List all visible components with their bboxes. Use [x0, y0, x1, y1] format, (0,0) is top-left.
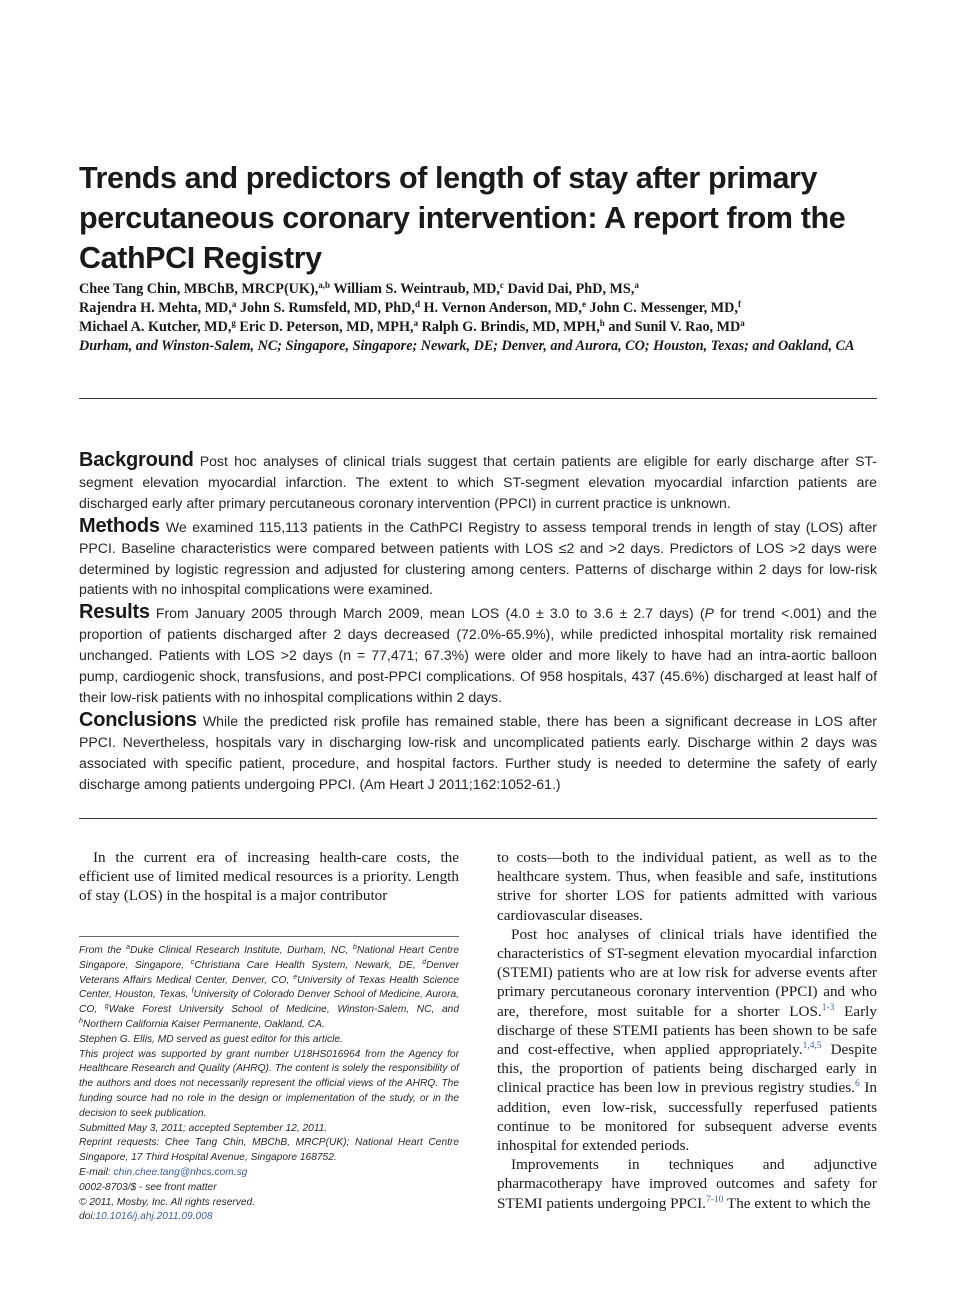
footnote-text: Northern California Kaiser Permanente, Oakland, CA.: [82, 1018, 325, 1030]
reference-link[interactable]: 1-3: [821, 1002, 835, 1013]
abstract: [79, 450, 877, 797]
body-paragraph: [497, 925, 877, 1155]
abstract-heading: Background: [79, 449, 194, 471]
author-name: Rajendra H. Mehta, MD,: [79, 300, 232, 316]
body-paragraph: to costs—both to the individual patient, as well as to the healthcare system. Thus, when feasible and safe, institutions strive for shorter LOS for patients admitted with various cardiovascular diseases.: [497, 849, 877, 924]
author-name: Michael A. Kutcher, MD,: [79, 319, 232, 335]
footnote-submitted: Submitted May 3, 2011; accepted September 12, 2011.: [79, 1122, 328, 1134]
footnote-text: Duke Clinical Research Institute, Durham, NC,: [130, 945, 354, 956]
author-affiliation: g: [231, 318, 236, 328]
footnote-doi: [79, 1210, 459, 1225]
affiliation-marker: a: [126, 944, 131, 951]
article-title: Trends and predictors of length of stay after primary percutaneous coronary intervention: A report from the CathPCI Registry: [79, 161, 846, 275]
email-label: E-mail:: [79, 1166, 114, 1178]
author-line-3: [79, 318, 879, 337]
author-affiliation: d: [414, 299, 420, 309]
author-affiliation: h: [599, 318, 605, 328]
body-text: Despite this, the proportion of patients being discharged early in clinical practice has been low in previous registry studies.: [497, 1041, 877, 1097]
doi-label: doi:: [79, 1211, 96, 1223]
author-name: John S. Rumsfeld, MD, PhD,: [239, 300, 415, 316]
footnote-guest-editor: Stephen G. Ellis, MD served as guest editor for this article.: [79, 1033, 343, 1045]
affiliation-marker: e: [293, 973, 298, 981]
affiliation-marker: d: [422, 958, 427, 966]
author-affiliation: a: [231, 299, 237, 309]
abstract-text: We examined 115,113 patients in the CathPCI Registry to assess temporal trends in length of stay (LOS) after PPCI. Baseline characteristics were compared between patients with LOS ≤2 and >2 days. Predictors of LOS >2 days were determined by logistic regression and adjusted for clustering among centers. Patterns of discharge within 2 days for low-risk patients with no inhospital complications were examined.: [79, 518, 877, 598]
footnote-text: University of Texas Health Science Center, Houston, Texas,: [79, 974, 459, 1001]
author-affiliation: c: [499, 280, 504, 290]
author-affiliation: a,b: [318, 280, 331, 290]
footnote-text: From the: [79, 945, 127, 956]
abstract-text: for trend <.001) and the proportion of patients discharged after 2 days decreased (72.0%-65.9%), while predicted inhospital mortality risk remained unchanged. Patients with LOS >2 days (n = 77,471; 67.3%) were older and more likely to have had an intra-aortic balloon pump, cardiogenic shock, transfusions, and post-PPCI complications. Of 958 hospitals, 437 (45.6%) discharged at least half of their low-risk patients with no inhospital complications within 2 days.: [79, 605, 877, 705]
author-line-2: [79, 299, 879, 318]
reference-link[interactable]: 6: [854, 1079, 860, 1090]
affiliation-marker: h: [79, 1017, 83, 1025]
email-link[interactable]: chin.chee.tang@nhcs.com.sg: [113, 1166, 248, 1178]
body-column-left: [79, 848, 459, 906]
affiliation-marker: g: [104, 1003, 109, 1011]
author-name: Chee Tang Chin, MBChB, MRCP(UK),: [79, 281, 319, 297]
abstract-text: From January 2005 through March 2009, mean LOS (4.0 ± 3.0 to 3.6 ± 2.7 days) (: [155, 605, 705, 622]
footnote-affiliations: [79, 944, 459, 1033]
footnote-email: [79, 1166, 459, 1181]
author-name: Ralph G. Brindis, MD, MPH,: [421, 319, 600, 335]
footnote-text: University of Colorado Denver School of Medicine, Aurora, CO,: [79, 989, 459, 1016]
author-affiliation: f: [737, 299, 741, 309]
footnotes: [79, 944, 459, 1225]
abstract-heading: Conclusions: [79, 708, 197, 731]
footnote-divider: [79, 936, 459, 937]
footnote-funding: This project was supported by grant number U18HS016964 from the Agency for Healthcare Research and Quality (AHRQ). The content is solely the responsibility of the authors and does not necessarily represent the official views of the AHRQ. The funding source had no role in the design or implementation of the study, or in the decision to seek publication.: [79, 1048, 459, 1119]
author-list: [79, 280, 879, 356]
abstract-results: [79, 602, 877, 708]
p-value-symbol: P: [704, 605, 714, 622]
affiliation-marker: f: [191, 988, 194, 996]
abstract-heading: Results: [79, 601, 150, 624]
author-affiliation: a: [413, 318, 419, 328]
body-column-right: [497, 848, 877, 1213]
doi-link[interactable]: 10.1016/j.ahj.2011.09.008: [95, 1211, 213, 1223]
body-text: In addition, even low-risk, successfully reperfused patients continue to be monitored for subsequent adverse events inhospital for extended periods.: [497, 1079, 877, 1155]
abstract-divider: [79, 818, 877, 819]
author-line-1: [79, 280, 879, 299]
footnote-text: Wake Forest University School of Medicine, Winston-Salem, NC, and: [108, 1004, 459, 1016]
author-name: Eric D. Peterson, MD, MPH,: [239, 319, 414, 335]
body-text: Improvements in techniques and adjunctive pharmacotherapy have improved outcomes and safety for STEMI patients undergoing PPCI.: [497, 1156, 877, 1212]
abstract-background: [79, 450, 877, 514]
footnote-text: National Heart Centre Singapore, Singapore,: [79, 945, 459, 971]
footnote-text: Denver Veterans Affairs Medical Center, Denver, CO,: [79, 959, 459, 986]
body-paragraph: [497, 1155, 877, 1213]
author-affiliation: a: [634, 280, 639, 290]
abstract-methods: [79, 516, 877, 601]
author-affiliation: a: [740, 318, 745, 328]
affiliation-marker: c: [190, 958, 195, 966]
reference-link[interactable]: 1,4,5: [802, 1041, 822, 1052]
author-name: John C. Messenger, MD,: [589, 300, 738, 316]
abstract-conclusions: [79, 710, 877, 795]
body-text: The extent to which the: [723, 1194, 871, 1212]
footnote-copyright: © 2011, Mosby, Inc. All rights reserved.: [79, 1196, 256, 1208]
body-text: Early discharge of these STEMI patients has been shown to be safe and cost-effective, when applied appropriately.: [497, 1002, 877, 1059]
footnote-issn: 0002-8703/$ - see front matter: [79, 1181, 217, 1193]
author-name: William S. Weintraub, MD,: [333, 281, 500, 297]
author-affiliation: e: [581, 299, 586, 309]
author-name: and Sunil V. Rao, MD: [608, 319, 741, 335]
abstract-text: Post hoc analyses of clinical trials suggest that certain patients are eligible for early discharge after ST-segment elevation myocardial infarction. The extent to which ST-segment elevation myocardial infarction patients are discharged early after primary percutaneous coronary intervention (PPCI) in current practice is unknown.: [79, 453, 877, 511]
author-name: David Dai, PhD, MS,: [507, 281, 635, 297]
body-paragraph: In the current era of increasing health-care costs, the efficient use of limited medical resources is a priority. Length of stay (LOS) in the hospital is a major contributor: [79, 849, 459, 905]
footnote-text: Christiana Care Health System, Newark, DE,: [194, 959, 423, 971]
body-text: Post hoc analyses of clinical trials have identified the characteristics of ST-segment elevation myocardial infarction (STEMI) patients who are at low risk for adverse events after primary percutaneous coronary intervention (PPCI) and who are, therefore, most suitable for a shorter LOS.: [497, 925, 877, 1020]
header-divider: [79, 398, 877, 399]
abstract-text: While the predicted risk profile has remained stable, there has been a significant decrease in LOS after PPCI. Nevertheless, hospitals vary in discharging low-risk and uncomplicated patients early. Discharge within 2 days was associated with specific patient, procedure, and hospital factors. Further study is needed to determine the safety of early discharge among patients undergoing PPCI. (Am Heart J 2011;162:1052-61.): [79, 712, 877, 792]
reference-link[interactable]: 7-10: [705, 1194, 724, 1205]
author-name: H. Vernon Anderson, MD,: [423, 300, 582, 316]
footnote-reprint: Reprint requests: Chee Tang Chin, MBChB, MRCP(UK); National Heart Centre Singapore, 17 Third Hospital Avenue, Singapore 168752.: [79, 1137, 459, 1164]
author-locations: Durham, and Winston-Salem, NC; Singapore, Singapore; Newark, DE; Denver, and Aurora, CO; Houston, Texas; and Oakland, CA: [79, 338, 855, 354]
abstract-heading: Methods: [79, 514, 160, 537]
affiliation-marker: b: [353, 944, 357, 951]
